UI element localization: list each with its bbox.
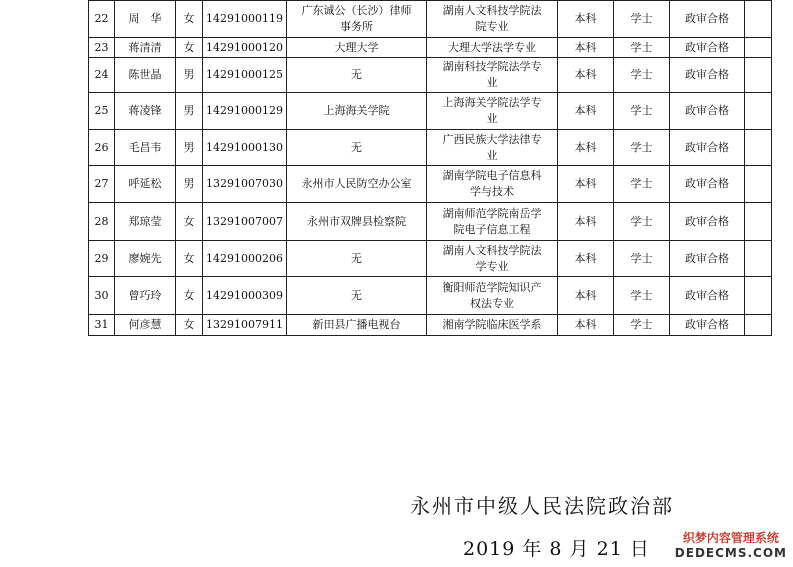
cell-unit (286, 241, 426, 277)
cell-education: 本科 (557, 1, 613, 38)
cell-no: 24 (89, 58, 115, 93)
cell-unit-line: 无 (350, 68, 362, 81)
cell-id: 14291000129 (203, 93, 287, 130)
cell-school-line: 业 (486, 76, 498, 89)
cell-result: 政审合格 (669, 277, 744, 315)
cell-unit (286, 315, 426, 336)
cell-education: 本科 (557, 315, 613, 336)
cell-no: 22 (89, 1, 115, 38)
cell-education: 本科 (557, 203, 613, 241)
cell-school (426, 166, 557, 203)
cell-school-line: 衡阳师范学院知识产 (442, 280, 542, 294)
cell-id: 13291007030 (203, 166, 287, 203)
cell-school-line: 院电子信息工程 (453, 222, 531, 236)
cell-unit (286, 93, 426, 130)
cell-unit-line: 新田县广播电视台 (312, 318, 401, 331)
cell-no: 23 (89, 38, 115, 58)
cell-school-line: 上海海关学院法学专 (442, 96, 542, 109)
cell-name: 呼延松 (115, 166, 176, 203)
cell-id: 14291000125 (203, 58, 287, 93)
cell-degree: 学士 (613, 130, 669, 166)
cell-school-line: 湖南人文科技学院法 (442, 4, 542, 17)
cell-degree: 学士 (613, 58, 669, 93)
cell-unit-line: 广东诚公（长沙）律师 (301, 4, 412, 17)
roster-body (89, 1, 772, 336)
cell-unit (286, 166, 426, 203)
cell-gender: 男 (176, 166, 203, 203)
cell-gender: 女 (176, 315, 203, 336)
cell-education: 本科 (557, 277, 613, 315)
cell-school (426, 203, 557, 241)
cell-gender: 女 (176, 203, 203, 241)
cell-school-line: 业 (486, 148, 498, 162)
cell-unit-line: 无 (350, 251, 362, 265)
cell-school-line: 院专业 (475, 20, 509, 33)
cell-gender: 女 (176, 277, 203, 315)
cell-result: 政审合格 (669, 1, 744, 38)
cell-degree: 学士 (613, 1, 669, 38)
table-row (89, 1, 772, 38)
cell-school-line: 湖南师范学院南岳学 (442, 206, 542, 220)
cell-school (426, 315, 557, 336)
cell-degree: 学士 (613, 241, 669, 277)
cell-education: 本科 (557, 166, 613, 203)
cell-no: 28 (89, 203, 115, 241)
cell-education: 本科 (557, 38, 613, 58)
cell-result: 政审合格 (669, 38, 744, 58)
watermark-line-1: 织梦内容管理系统 (682, 531, 779, 545)
cell-education: 本科 (557, 241, 613, 277)
cell-remark (744, 166, 771, 203)
cell-school-line: 湖南科技学院法学专 (442, 60, 542, 73)
cell-gender: 男 (176, 93, 203, 130)
cell-result: 政审合格 (669, 166, 744, 203)
cell-name: 周 华 (115, 1, 176, 38)
cell-remark (744, 203, 771, 241)
cell-school-line: 湖南人文科技学院法 (442, 243, 542, 257)
cell-education: 本科 (557, 93, 613, 130)
cell-degree: 学士 (613, 277, 669, 315)
cell-name: 蒋凌锋 (115, 93, 176, 130)
issue-date: 2019 年 8 月 21 日 (463, 538, 650, 560)
cell-no: 27 (89, 166, 115, 203)
cell-school-line: 广西民族大学法律专 (442, 132, 542, 146)
table-row (89, 58, 772, 93)
cell-unit (286, 1, 426, 38)
table-row (89, 93, 772, 130)
cell-name: 何彦慧 (115, 315, 176, 336)
cell-result: 政审合格 (669, 93, 744, 130)
cell-remark (744, 241, 771, 277)
cell-name: 蒋清清 (115, 38, 176, 58)
cell-no: 30 (89, 277, 115, 315)
cell-school-line: 学与技术 (469, 185, 514, 198)
cell-unit (286, 130, 426, 166)
cell-remark (744, 130, 771, 166)
cell-school (426, 38, 557, 58)
cell-school-line: 湖南学院电子信息科 (442, 169, 542, 182)
cell-school-line: 大理大学法学专业 (447, 40, 536, 54)
cell-unit (286, 58, 426, 93)
cell-unit-line: 事务所 (339, 20, 373, 33)
cell-education: 本科 (557, 58, 613, 93)
cell-school (426, 130, 557, 166)
site-watermark (675, 531, 787, 561)
table-row (89, 315, 772, 336)
cell-school (426, 241, 557, 277)
cell-id: 14291000130 (203, 130, 287, 166)
cell-school (426, 1, 557, 38)
cell-school (426, 93, 557, 130)
table-row (89, 203, 772, 241)
cell-id: 13291007007 (203, 203, 287, 241)
cell-result: 政审合格 (669, 58, 744, 93)
cell-unit-line: 永州市双牌县检察院 (306, 214, 406, 228)
cell-unit-line: 无 (350, 140, 362, 154)
cell-school-line: 业 (486, 112, 498, 125)
cell-id: 14291000120 (203, 38, 287, 58)
cell-degree: 学士 (613, 203, 669, 241)
table-row (89, 130, 772, 166)
cell-result: 政审合格 (669, 203, 744, 241)
cell-result: 政审合格 (669, 315, 744, 336)
cell-school-line: 权法专业 (469, 296, 514, 310)
cell-remark (744, 1, 771, 38)
cell-remark (744, 93, 771, 130)
cell-id: 14291000309 (203, 277, 287, 315)
cell-unit-line: 无 (350, 288, 362, 302)
cell-no: 29 (89, 241, 115, 277)
cell-name: 毛昌韦 (115, 130, 176, 166)
cell-result: 政审合格 (669, 130, 744, 166)
cell-name: 郑琼莹 (115, 203, 176, 241)
cell-gender: 女 (176, 38, 203, 58)
cell-school (426, 277, 557, 315)
table-row (89, 166, 772, 203)
cell-result: 政审合格 (669, 241, 744, 277)
table-row (89, 38, 772, 58)
cell-no: 26 (89, 130, 115, 166)
cell-gender: 女 (176, 241, 203, 277)
watermark-line-2: DEDECMS.COM (674, 546, 787, 560)
cell-degree: 学士 (613, 315, 669, 336)
table-row (89, 241, 772, 277)
cell-id: 14291000206 (203, 241, 287, 277)
cell-degree: 学士 (613, 166, 669, 203)
cell-gender: 女 (176, 1, 203, 38)
cell-unit-line: 上海海关学院 (323, 104, 390, 117)
cell-id: 14291000119 (203, 1, 287, 38)
cell-unit (286, 38, 426, 58)
cell-unit-line: 永州市人民防空办公室 (301, 177, 412, 190)
cell-id: 13291007911 (203, 315, 287, 336)
cell-name: 曾巧玲 (115, 277, 176, 315)
issuer-signature: 永州市中级人民法院政治部 (410, 494, 674, 518)
cell-remark (744, 315, 771, 336)
cell-remark (744, 38, 771, 58)
cell-no: 25 (89, 93, 115, 130)
cell-remark (744, 277, 771, 315)
cell-education: 本科 (557, 130, 613, 166)
cell-gender: 男 (176, 58, 203, 93)
cell-remark (744, 58, 771, 93)
cell-school-line: 学专业 (475, 259, 509, 273)
cell-unit (286, 203, 426, 241)
cell-unit (286, 277, 426, 315)
cell-unit-line: 大理大学 (334, 40, 379, 54)
cell-school (426, 58, 557, 93)
cell-name: 陈世晶 (115, 58, 176, 93)
cell-name: 廖婉先 (115, 241, 176, 277)
cell-degree: 学士 (613, 93, 669, 130)
cell-school-line: 湘南学院临床医学系 (442, 318, 542, 331)
roster-table (88, 0, 772, 336)
cell-gender: 男 (176, 130, 203, 166)
cell-no: 31 (89, 315, 115, 336)
table-row (89, 277, 772, 315)
cell-degree: 学士 (613, 38, 669, 58)
